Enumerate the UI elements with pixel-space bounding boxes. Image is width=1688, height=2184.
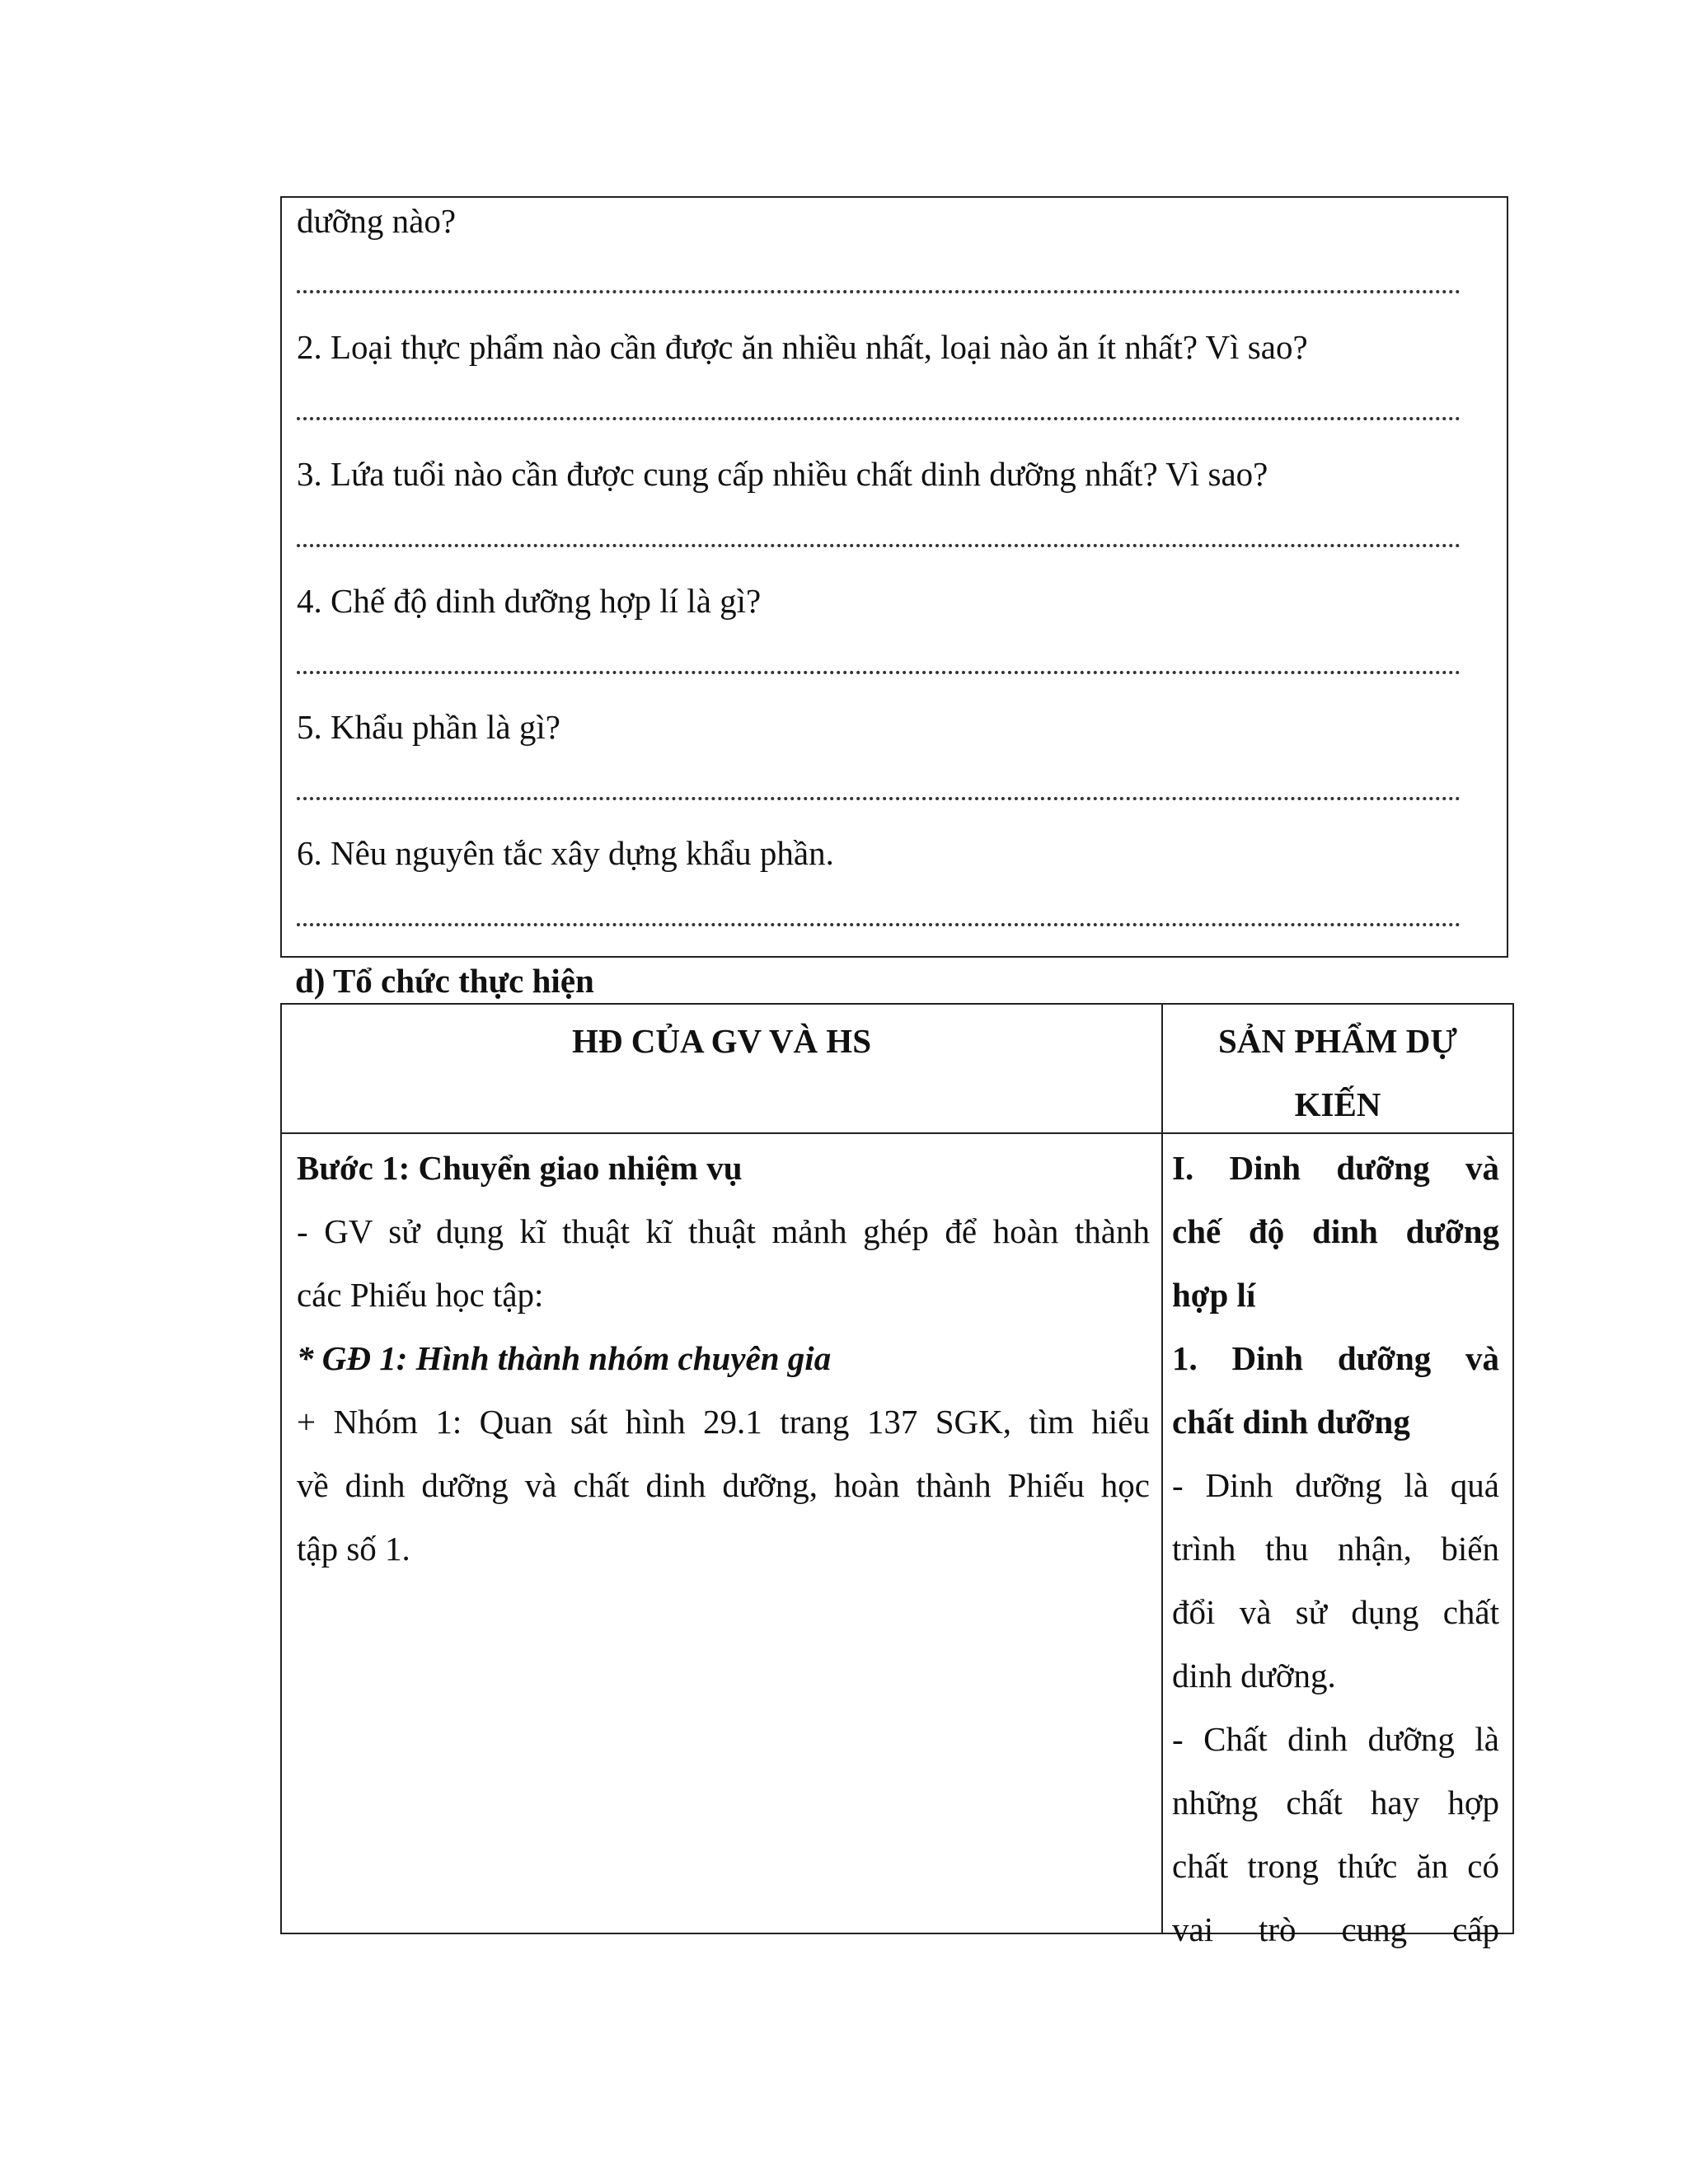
activity-line: về dinh dưỡng và chất dinh dưỡng, hoàn thành Phiếu học	[297, 1466, 1150, 1504]
expected-products-cell	[1172, 1137, 1499, 1961]
product-text-line: - Dinh dưỡng là quá	[1172, 1466, 1499, 1504]
header-teacher-student-activities: HĐ CỦA GV VÀ HS	[572, 1022, 871, 1060]
activity-line: tập số 1.	[297, 1530, 410, 1568]
header-expected-products: SẢN PHẨM DỰ KIẾN	[1217, 1022, 1457, 1123]
activities-cell	[297, 1137, 1150, 1581]
answer-dots	[297, 417, 1461, 420]
product-text-line: trình thu nhận, biến	[1172, 1530, 1499, 1568]
answer-dots	[297, 290, 1461, 293]
column-divider	[1161, 1005, 1163, 1933]
question-2: 2. Loại thực phẩm nào cần được ăn nhiều nhất, loại nào ăn ít nhất? Vì sao?	[297, 328, 1308, 366]
product-text-line: dinh dưỡng.	[1172, 1657, 1336, 1694]
phase-1-title: * GĐ 1: Hình thành nhóm chuyên gia	[297, 1339, 832, 1377]
question-6: 6. Nêu nguyên tắc xây dựng khẩu phần.	[297, 834, 834, 872]
activity-line: - GV sử dụng kĩ thuật kĩ thuật mảnh ghép để hoàn thành	[297, 1212, 1150, 1250]
activity-line: + Nhóm 1: Quan sát hình 29.1 trang 137 SGK, tìm hiểu	[297, 1403, 1150, 1441]
product-heading: hợp lí	[1172, 1276, 1256, 1314]
product-heading: chế độ dinh dưỡng	[1172, 1212, 1499, 1250]
question-5: 5. Khẩu phần là gì?	[297, 708, 560, 746]
question-line-continuation: dưỡng nào?	[297, 202, 457, 240]
answer-dots	[297, 671, 1461, 674]
answer-dots	[297, 797, 1461, 800]
activity-line: các Phiếu học tập:	[297, 1276, 544, 1314]
answer-dots	[297, 544, 1461, 547]
product-text-line: những chất hay hợp	[1172, 1783, 1499, 1821]
product-heading: I. Dinh dưỡng và	[1172, 1149, 1499, 1187]
question-4: 4. Chế độ dinh dưỡng hợp lí là gì?	[297, 582, 762, 620]
worksheet-questions-box	[280, 196, 1508, 958]
product-text-line: - Chất dinh dưỡng là	[1172, 1720, 1499, 1758]
product-text-line: vai trò cung cấp	[1172, 1910, 1499, 1948]
product-subheading: chất dinh dưỡng	[1172, 1403, 1410, 1441]
section-heading: d) Tổ chức thực hiện	[295, 962, 594, 1000]
step-1-title: Bước 1: Chuyển giao nhiệm vụ	[297, 1149, 743, 1187]
product-text-line: đổi và sử dụng chất	[1172, 1593, 1499, 1631]
question-3: 3. Lứa tuổi nào cần được cung cấp nhiều chất dinh dưỡng nhất? Vì sao?	[297, 455, 1268, 493]
activity-table	[280, 1003, 1514, 1948]
product-text-line: chất trong thức ăn có	[1172, 1847, 1499, 1885]
product-subheading: 1. Dinh dưỡng và	[1172, 1339, 1499, 1377]
answer-dots	[297, 923, 1461, 926]
